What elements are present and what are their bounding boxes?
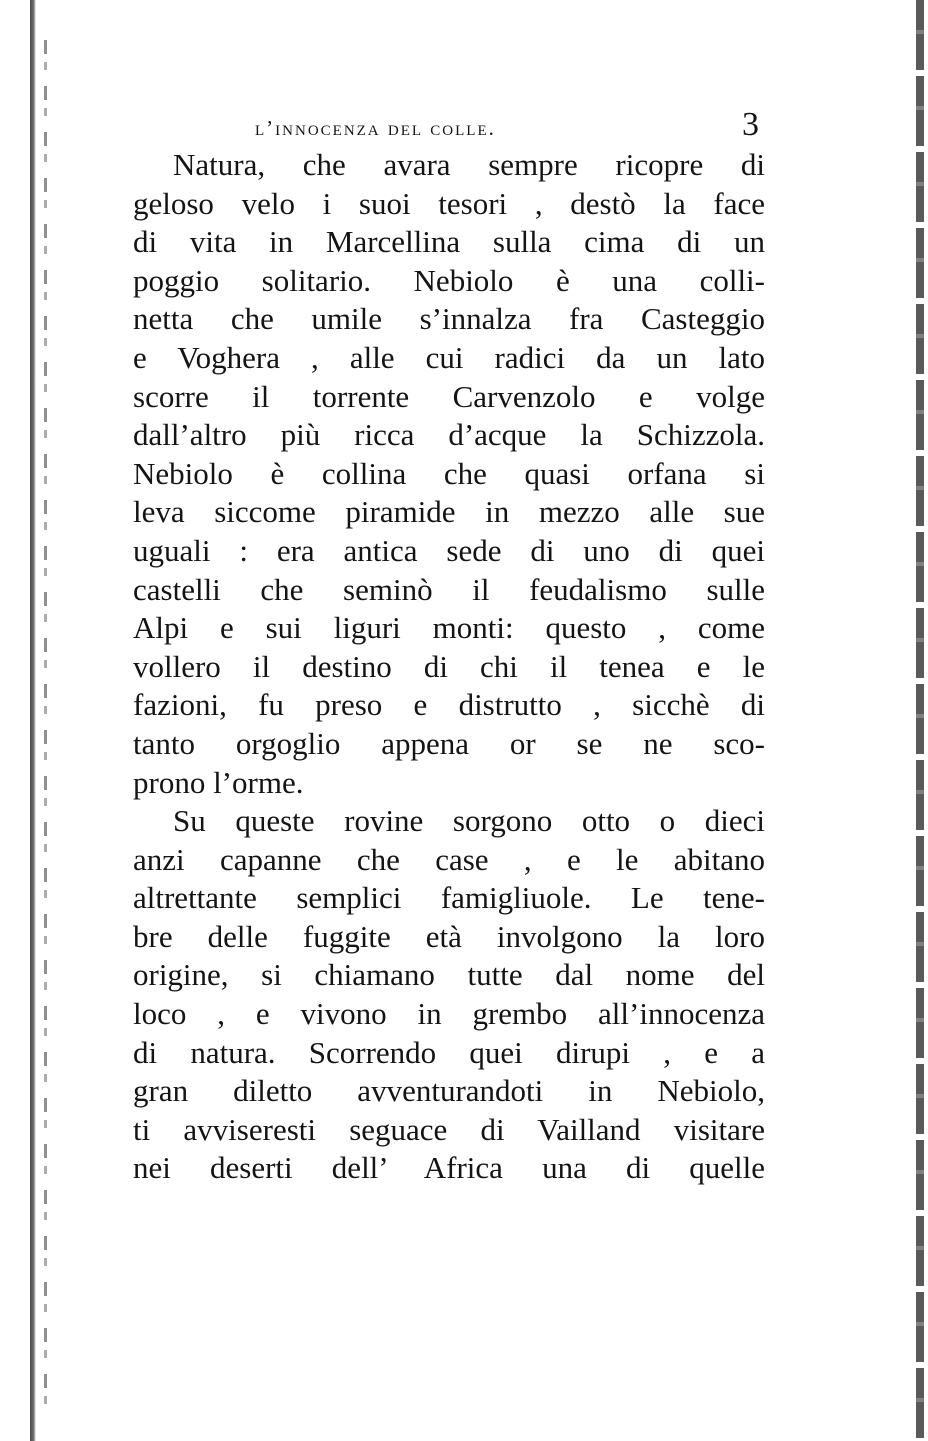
text-line: origine, si chiamano tutte dal nome del bbox=[133, 957, 765, 993]
text-line: Nebiolo è collina che quasi orfana si bbox=[133, 455, 765, 491]
text-line: castelli che seminò il feudalismo sulle bbox=[133, 571, 765, 607]
page-number: 3 bbox=[742, 106, 759, 143]
text-line: Alpi e sui liguri monti: questo , come bbox=[133, 610, 765, 646]
text-line: vollero il destino di chi il tenea e le bbox=[133, 648, 765, 684]
text-line: di natura. Scorrendo quei dirupi , e a bbox=[133, 1034, 765, 1070]
text-line: loco , e vivono in grembo all’innocenza bbox=[133, 996, 765, 1032]
text-line: Su queste rovine sorgono otto o dieci bbox=[173, 803, 765, 839]
text-line: leva siccome piramide in mezzo alle sue bbox=[133, 494, 765, 530]
text-line: tanto orgoglio appena or se ne sco- bbox=[133, 725, 765, 761]
text-line: fazioni, fu preso e distrutto , sicchè di bbox=[133, 687, 765, 723]
text-line: uguali : era antica sede di uno di quei bbox=[133, 532, 765, 568]
running-title: l’innocenza del colle. bbox=[255, 116, 496, 140]
page-gutter-shadow bbox=[30, 0, 36, 1441]
text-line: scorre il torrente Carvenzolo e volge bbox=[133, 378, 765, 414]
page-binding-marks bbox=[44, 40, 47, 1420]
body-text bbox=[133, 146, 765, 1188]
text-line: nei deserti dell’ Africa una di quelle bbox=[133, 1150, 765, 1186]
text-line: dall’altro più ricca d’acque la Schizzola. bbox=[133, 417, 765, 453]
text-line: ti avviseresti seguace di Vailland visitare bbox=[133, 1111, 765, 1147]
paragraph-2 bbox=[133, 802, 765, 1188]
text-line: poggio solitario. Nebiolo è una colli- bbox=[133, 262, 765, 298]
text-line: geloso velo i suoi tesori , destò la face bbox=[133, 185, 765, 221]
text-line: altrettante semplici famigliuole. Le tene- bbox=[133, 880, 765, 916]
text-line: anzi capanne che case , e le abitano bbox=[133, 841, 765, 877]
text-line: e Voghera , alle cui radici da un lato bbox=[133, 339, 765, 375]
text-line: gran diletto avventurandoti in Nebiolo, bbox=[133, 1073, 765, 1109]
page-header bbox=[255, 106, 765, 144]
text-line: di vita in Marcellina sulla cima di un bbox=[133, 224, 765, 260]
text-line: prono l’orme. bbox=[133, 764, 304, 800]
text-line: netta che umile s’innalza fra Casteggio bbox=[133, 301, 765, 337]
paragraph-1 bbox=[133, 146, 765, 802]
text-line: Natura, che avara sempre ricopre di bbox=[173, 147, 765, 182]
text-line: bre delle fuggite età involgono la loro bbox=[133, 918, 765, 954]
page-edge-shadow bbox=[916, 0, 924, 1441]
